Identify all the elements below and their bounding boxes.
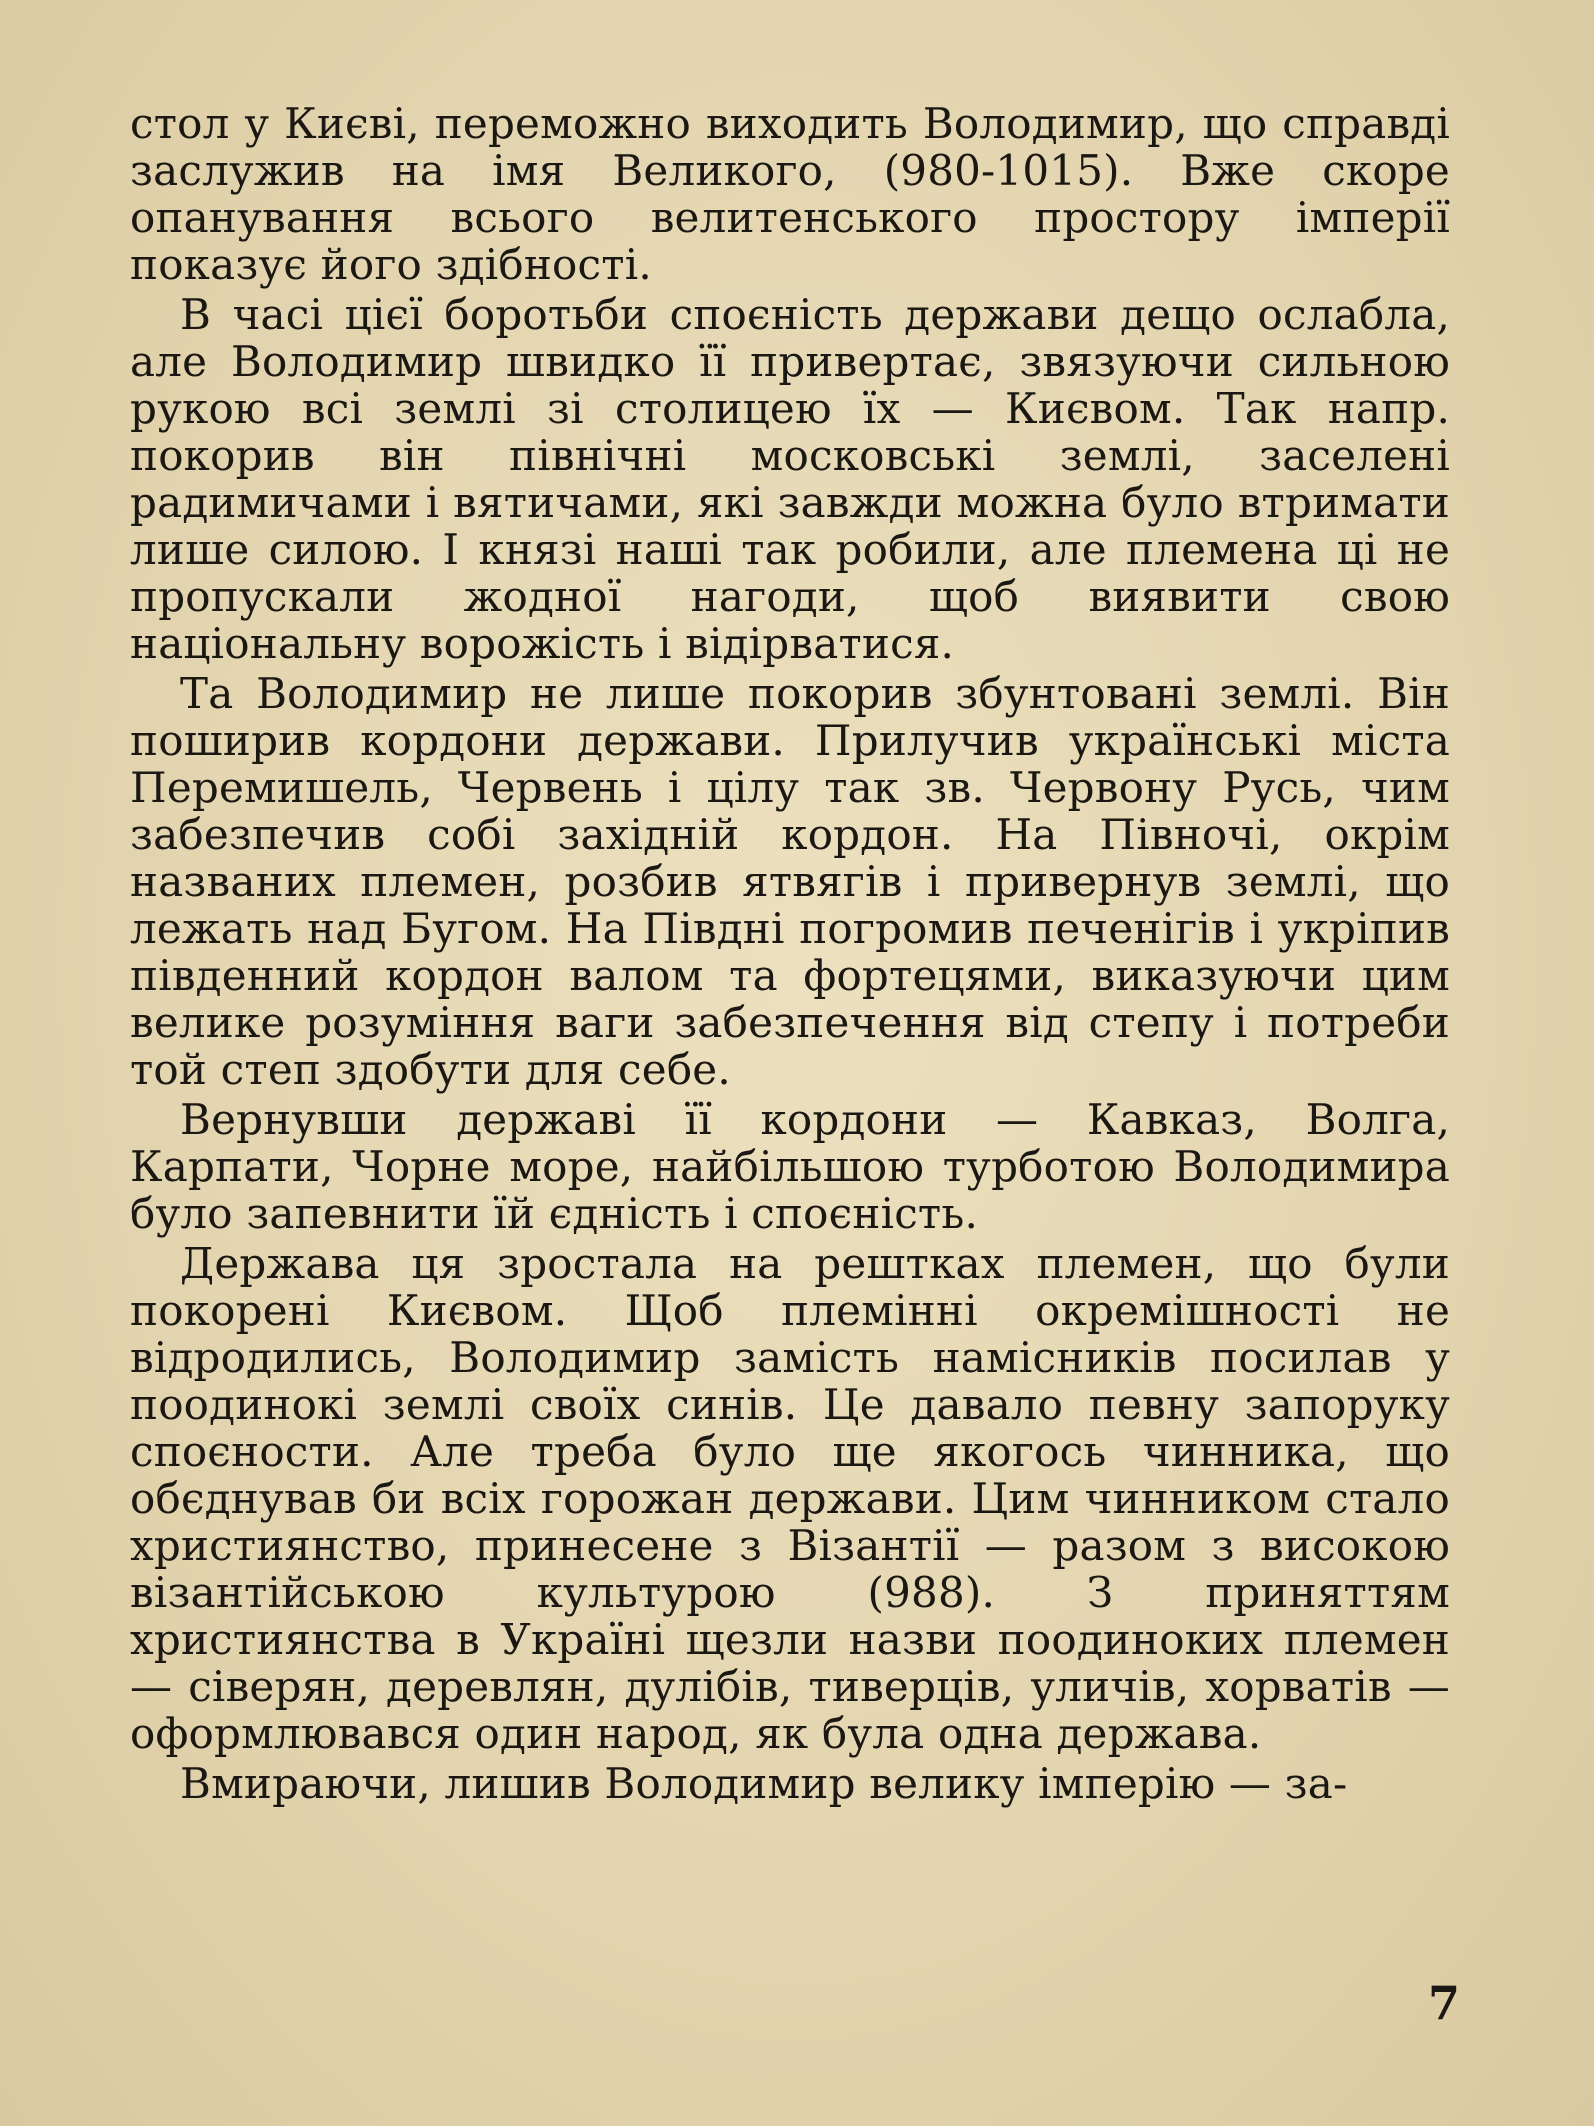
paragraph-1: стол у Києві, переможно виходить Володимир, що справді заслужив на імя Великого, (980-1015). Вже скоре опанування всього велитенського простору імперії показує його здібності. (130, 99, 1450, 289)
paragraph-2: В часі цієї боротьби споєність держави дещо ослабла, але Володимир швидко її привертає, звязуючи сильною рукою всі землі зі столицею їх — Києвом. Так напр. покорив він північні московські землі, заселені радимичами і вятичами, які завжди можна було втримати лише силою. І князі наші так робили, але племена ці не пропускали жодної нагоди, щоб виявити свою національну ворожість і відірватися. (130, 290, 1450, 668)
paragraph-5: Держава ця зростала на рештках племен, що були покорені Києвом. Щоб племінні окремішності не відродились, Володимир замість намісників посилав у поодинокі землі своїх синів. Це давало певну запоруку споєности. Але треба було ще якогось чинника, що обєднував би всіх горожан держави. Цим чинником стало християнство, принесене з Візантії — разом з високою візантійською культурою (988). З приняттям християнства в Україні щезли назви поодиноких племен — сіверян, деревлян, дулібів, тиверців, уличів, хорватів — оформлювався один народ, як була одна держава. (130, 1239, 1450, 1758)
page-number: 7 (1428, 1976, 1461, 2030)
paragraph-4: Вернувши державі її кордони — Кавказ, Волга, Карпати, Чорне море, найбільшою турботою Володимира було запевнити їй єдність і споєність. (130, 1095, 1450, 1238)
paragraph-6: Вмираючи, лишив Володимир велику імперію — за- (180, 1759, 1348, 1808)
body-text (130, 100, 1450, 1810)
paragraph-3: Та Володимир не лише покорив збунтовані землі. Він поширив кордони держави. Прилучив українські міста Перемишель, Червень і цілу так зв. Червону Русь, чим забезпечив собі західній кордон. На Півночі, окрім названих племен, розбив ятвягів і привернув землі, що лежать над Бугом. На Півдні погромив печенігів і укріпив південний кордон валом та фортецями, виказуючи цим велике розуміння ваги забезпечення від степу і потреби той степ здобути для себе. (130, 669, 1450, 1094)
